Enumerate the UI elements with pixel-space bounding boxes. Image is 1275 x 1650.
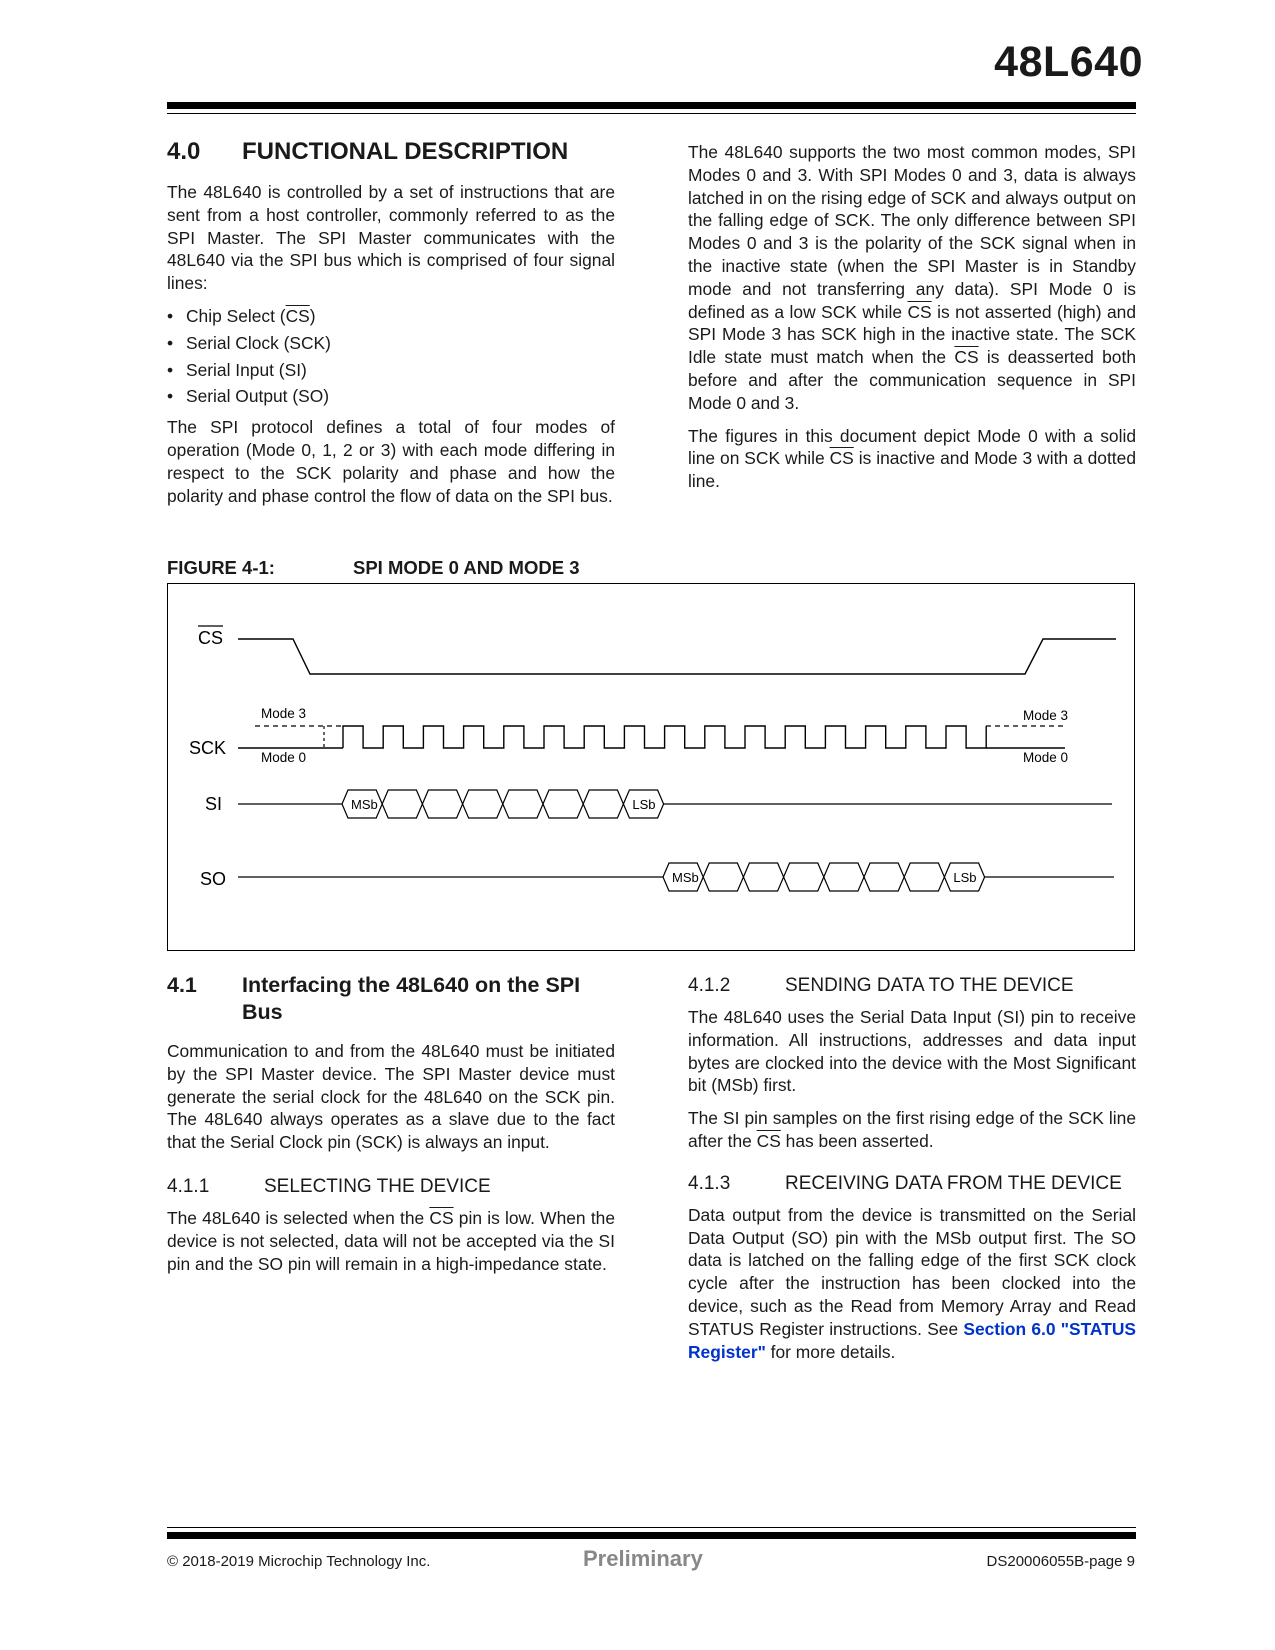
sck-signal-label: SCK [189,738,227,758]
page-title: 48L640 [994,38,1143,86]
text-run: is not asserted (high) and SPI Mode 3 has SCK high in the inactive state. The SCK Idle state must match when the [688,301,1136,368]
si-bit-cell [382,790,422,818]
signal-list [167,305,615,408]
section-4-1 [167,972,615,1285]
footer-status: Preliminary [583,1546,703,1571]
figures-note-paragraph [688,425,1136,493]
section-title: FUNCTIONAL DESCRIPTION [242,138,569,165]
sck-waveform [343,726,986,748]
bullet-text: Serial Output (SO) [186,386,330,407]
si-bit-cell [422,790,462,818]
section-4-1-2 [688,973,1136,1373]
text-run: for more details. [765,1341,896,1362]
mode3-label-right: Mode 3 [1023,708,1069,723]
so-bit-cell [864,863,904,891]
si-data-bits [238,790,1112,818]
spi-timing-diagram [168,584,1134,950]
section-title: Interfacing the 48L640 on the SPI Bus [242,973,581,1024]
subsection-number: 4.1.2 [688,975,731,996]
timing-diagram-frame [167,583,1135,951]
si-bit-cell [583,790,623,818]
so-bit-cell [743,863,783,891]
si-msb-label: MSb [351,797,378,812]
overline-cs: $\overline{CS}$ [954,347,979,368]
cs-waveform [238,639,1116,674]
so-signal-label: SO [200,869,227,889]
si-signal-label: SI [205,794,223,814]
subsection-heading [688,1171,1136,1196]
interfacing-paragraph: Communication to and from the 48L640 must be initiated by the SPI Master device. The SPI Master device must generate the serial clock for the 48L640 on the SCK pin. The 48L640 always operates as a slave due to the fact that the Serial Clock pin (SCK) is always an input. [167,1041,615,1153]
status-register-link[interactable]: Section 6.0 "STATUS Register" [688,1318,1136,1362]
text-run: has been asserted. [780,1130,934,1151]
text-run: Data output from the device is transmitted on the Serial Data Output (SO) pin with the MSb output first. The SO data is latched on the falling edge of the first SCK clock cycle after the instruction has been clocked into the device, such as the Read from Memory Array and Read STATUS Register instructions. See [688,1204,1136,1339]
subsection-title: RECEIVING DATA FROM THE DEVICE [785,1172,1122,1194]
figure-caption [167,557,580,579]
footer-copyright: © 2018-2019 Microchip Technology Inc. [167,1553,431,1570]
sending-paragraph-1: The 48L640 uses the Serial Data Input (SI) pin to receive information. All instructions, addresses and data input bytes are clocked into the device with the Most Significant bit (MSb) first. [688,1007,1136,1096]
subsection-heading [167,1174,615,1199]
subsection-heading [688,973,1136,998]
si-bit-cell [543,790,583,818]
header-rule [167,102,1136,109]
text-run: The 48L640 is selected when the [167,1207,430,1228]
section-number: 4.0 [167,138,201,165]
bullet-text: Chip Select ( [186,305,286,326]
bullet-text: Serial Clock (SCK) [186,332,331,353]
section-4-0-continued [688,141,1136,503]
sck-clock-pulses [343,726,986,748]
modes-detail-paragraph [688,141,1136,415]
si-bit-cell [503,790,543,818]
overline-cs: $\overline{CS}$ [285,305,310,326]
selecting-paragraph [167,1207,615,1275]
si-lsb-label: LSb [632,797,656,812]
list-item [167,359,615,382]
receiving-paragraph [688,1204,1136,1364]
footer-rule [167,1532,1136,1539]
so-bit-cell [703,863,743,891]
so-bit-cell [824,863,864,891]
so-bit-cell [784,863,824,891]
intro-paragraph: The 48L640 is controlled by a set of instructions that are sent from a host controller, commonly referred to as the SPI Master. The SPI Master communicates with the 48L640 via the SPI bus which is comprised of four signal lines: [167,182,615,294]
subsection-title: SELECTING THE DEVICE [264,1175,491,1197]
overline-cs: $\overline{CS}$ [429,1207,454,1228]
section-4-0 [167,137,615,517]
so-lsb-label: LSb [953,870,977,885]
text-run: pin is low. When the device is not selected, data will not be accepted via the SI pin and the SO pin will remain in a high-impedance state. [167,1207,615,1274]
cs-signal-label: CS [198,628,224,648]
bullet-text: ) [309,305,316,326]
mode0-label-left: Mode 0 [261,750,307,765]
subsection-title: SENDING DATA TO THE DEVICE [785,975,1074,996]
overline-cs: $\overline{CS}$ [829,448,854,469]
section-heading [167,972,615,1026]
list-item [167,385,615,408]
overline-cs: $\overline{CS}$ [756,1130,781,1151]
sending-paragraph-2 [688,1107,1136,1153]
overline-cs: $\overline{CS}$ [907,301,932,322]
text-run: is deasserted both before and after the communication sequence in SPI Mode 0 and 3. [688,347,1136,413]
subsection-number: 4.1.3 [688,1172,731,1194]
list-item [167,332,615,355]
text-run: is inactive and Mode 3 with a dotted line. [688,448,1136,492]
bullet-text: Serial Input (SI) [186,359,307,380]
figure-title: SPI MODE 0 AND MODE 3 [353,557,580,578]
footer-rule-thin [167,1527,1136,1528]
header-rule-thin [167,113,1136,114]
figure-number: FIGURE 4-1: [167,557,275,578]
so-data-bits [238,863,1114,891]
modes-paragraph: The SPI protocol defines a total of four modes of operation (Mode 0, 1, 2 or 3) with each mode differing in respect to the SCK polarity and phase and how the polarity and phase control the flow of data on the SPI bus. [167,417,615,506]
section-number: 4.1 [167,973,197,997]
mode3-label-left: Mode 3 [261,706,307,721]
text-run: The 48L640 supports the two most common modes, SPI Modes 0 and 3. With SPI Modes 0 and 3, data is always latched in on the rising edge of SCK and always output on the falling edge of SCK. The only difference between SPI Modes 0 and 3 is the polarity of the SCK signal when in the inactive state (when the SPI Master is in Standby mode and not transferring any data). SPI Mode 0 is defined as a low SCK while [688,142,1136,322]
footer-page-number: DS20006055B-page 9 [986,1553,1135,1570]
list-item [167,305,615,328]
text-run: The SI pin samples on the first rising edge of the SCK line after the [688,1108,1136,1151]
so-msb-label: MSb [672,870,699,885]
so-bit-cell [904,863,944,891]
si-bit-cell [463,790,503,818]
text-run: The figures in this document depict Mode 0 with a solid line on SCK while [688,425,1136,469]
section-heading [167,137,615,167]
subsection-number: 4.1.1 [167,1175,210,1197]
mode0-label-right: Mode 0 [1023,750,1069,765]
